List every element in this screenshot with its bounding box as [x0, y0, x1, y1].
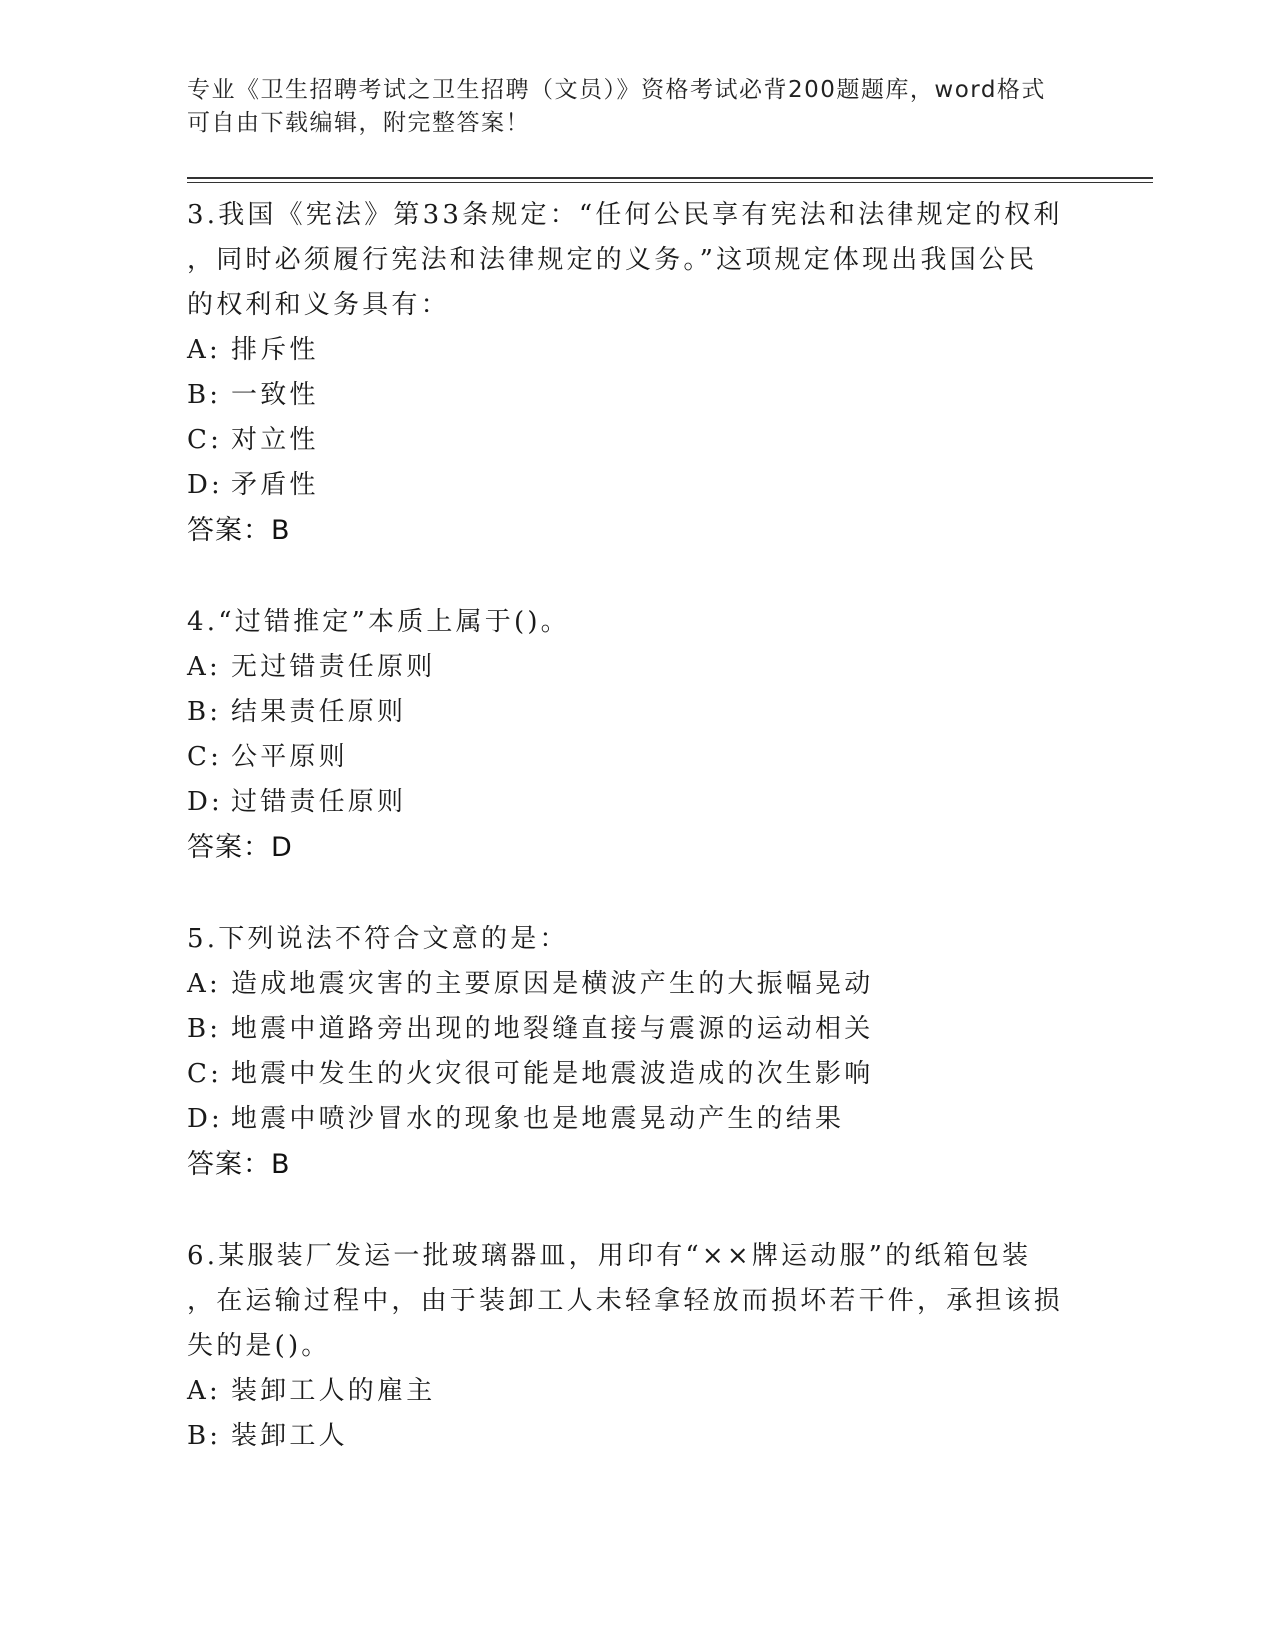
question-stem-line: 4.“过错推定”本质上属于()。: [187, 607, 570, 637]
question-5: [187, 917, 1087, 1188]
option-b: [187, 373, 1087, 418]
option-b: [187, 690, 1087, 735]
header-line-1: 专业《卫生招聘考试之卫生招聘（文员）》资格考试必背200题题库，word格式: [187, 77, 1046, 103]
option-letter: B:: [187, 1421, 222, 1451]
header-divider-thick: [187, 177, 1153, 179]
question-stem-line: 5.下列说法不符合文意的是：: [187, 924, 569, 954]
option-text: 装卸工人: [231, 1421, 348, 1451]
answer-line: 答案：B: [187, 1149, 291, 1180]
option-a: [187, 328, 1087, 373]
option-c: [187, 735, 1087, 780]
option-text: 对立性: [231, 425, 319, 455]
document-header: [187, 74, 1067, 140]
question-stem-line: 的权利和义务具有：: [187, 290, 450, 320]
option-letter: A:: [187, 335, 221, 365]
question-stem-line: 3.我国《宪法》第33条规定：“任何公民享有宪法和法律规定的权利: [187, 200, 1063, 230]
option-c: [187, 1052, 1087, 1097]
question-4: [187, 600, 1087, 871]
question-3: [187, 193, 1087, 554]
answer-line: 答案：B: [187, 515, 291, 546]
option-a: [187, 645, 1087, 690]
option-letter: C:: [187, 425, 223, 455]
option-text: 地震中喷沙冒水的现象也是地震晃动产生的结果: [231, 1104, 845, 1134]
option-text: 装卸工人的雇主: [231, 1376, 436, 1406]
question-stem-line: ，在运输过程中，由于装卸工人未轻拿轻放而损坏若干件，承担该损: [187, 1286, 1064, 1316]
option-d: [187, 463, 1087, 508]
option-letter: B:: [187, 380, 222, 410]
option-text: 无过错责任原则: [231, 652, 436, 682]
answer-line: 答案：D: [187, 832, 293, 863]
option-text: 一致性: [231, 380, 319, 410]
header-divider-thin: [187, 182, 1153, 183]
option-b: [187, 1007, 1087, 1052]
option-text: 矛盾性: [231, 470, 319, 500]
option-text: 地震中道路旁出现的地裂缝直接与震源的运动相关: [231, 1014, 874, 1044]
option-letter: A:: [187, 969, 221, 999]
option-text: 造成地震灾害的主要原因是横波产生的大振幅晃动: [231, 969, 874, 999]
option-letter: A:: [187, 652, 221, 682]
option-letter: D:: [187, 470, 224, 500]
question-stem-line: 6.某服装厂发运一批玻璃器皿，用印有“××牌运动服”的纸箱包装: [187, 1241, 1032, 1271]
question-list: [187, 193, 1087, 1505]
option-b: [187, 1414, 1087, 1459]
option-text: 地震中发生的火灾很可能是地震波造成的次生影响: [231, 1059, 874, 1089]
option-letter: C:: [187, 1059, 223, 1089]
header-line-2: 可自由下载编辑，附完整答案！: [187, 110, 530, 136]
question-6: [187, 1234, 1087, 1459]
option-d: [187, 1097, 1087, 1142]
option-d: [187, 780, 1087, 825]
option-letter: D:: [187, 1104, 224, 1134]
option-letter: B:: [187, 697, 222, 727]
question-stem-line: ，同时必须履行宪法和法律规定的义务。”这项规定体现出我国公民: [187, 245, 1038, 275]
option-letter: D:: [187, 787, 224, 817]
option-text: 公平原则: [231, 742, 348, 772]
option-text: 排斥性: [231, 335, 319, 365]
option-letter: A:: [187, 1376, 221, 1406]
option-text: 结果责任原则: [231, 697, 407, 727]
option-c: [187, 418, 1087, 463]
option-text: 过错责任原则: [231, 787, 407, 817]
option-letter: C:: [187, 742, 223, 772]
option-letter: B:: [187, 1014, 222, 1044]
question-stem-line: 失的是()。: [187, 1331, 331, 1361]
option-a: [187, 1369, 1087, 1414]
option-a: [187, 962, 1087, 1007]
